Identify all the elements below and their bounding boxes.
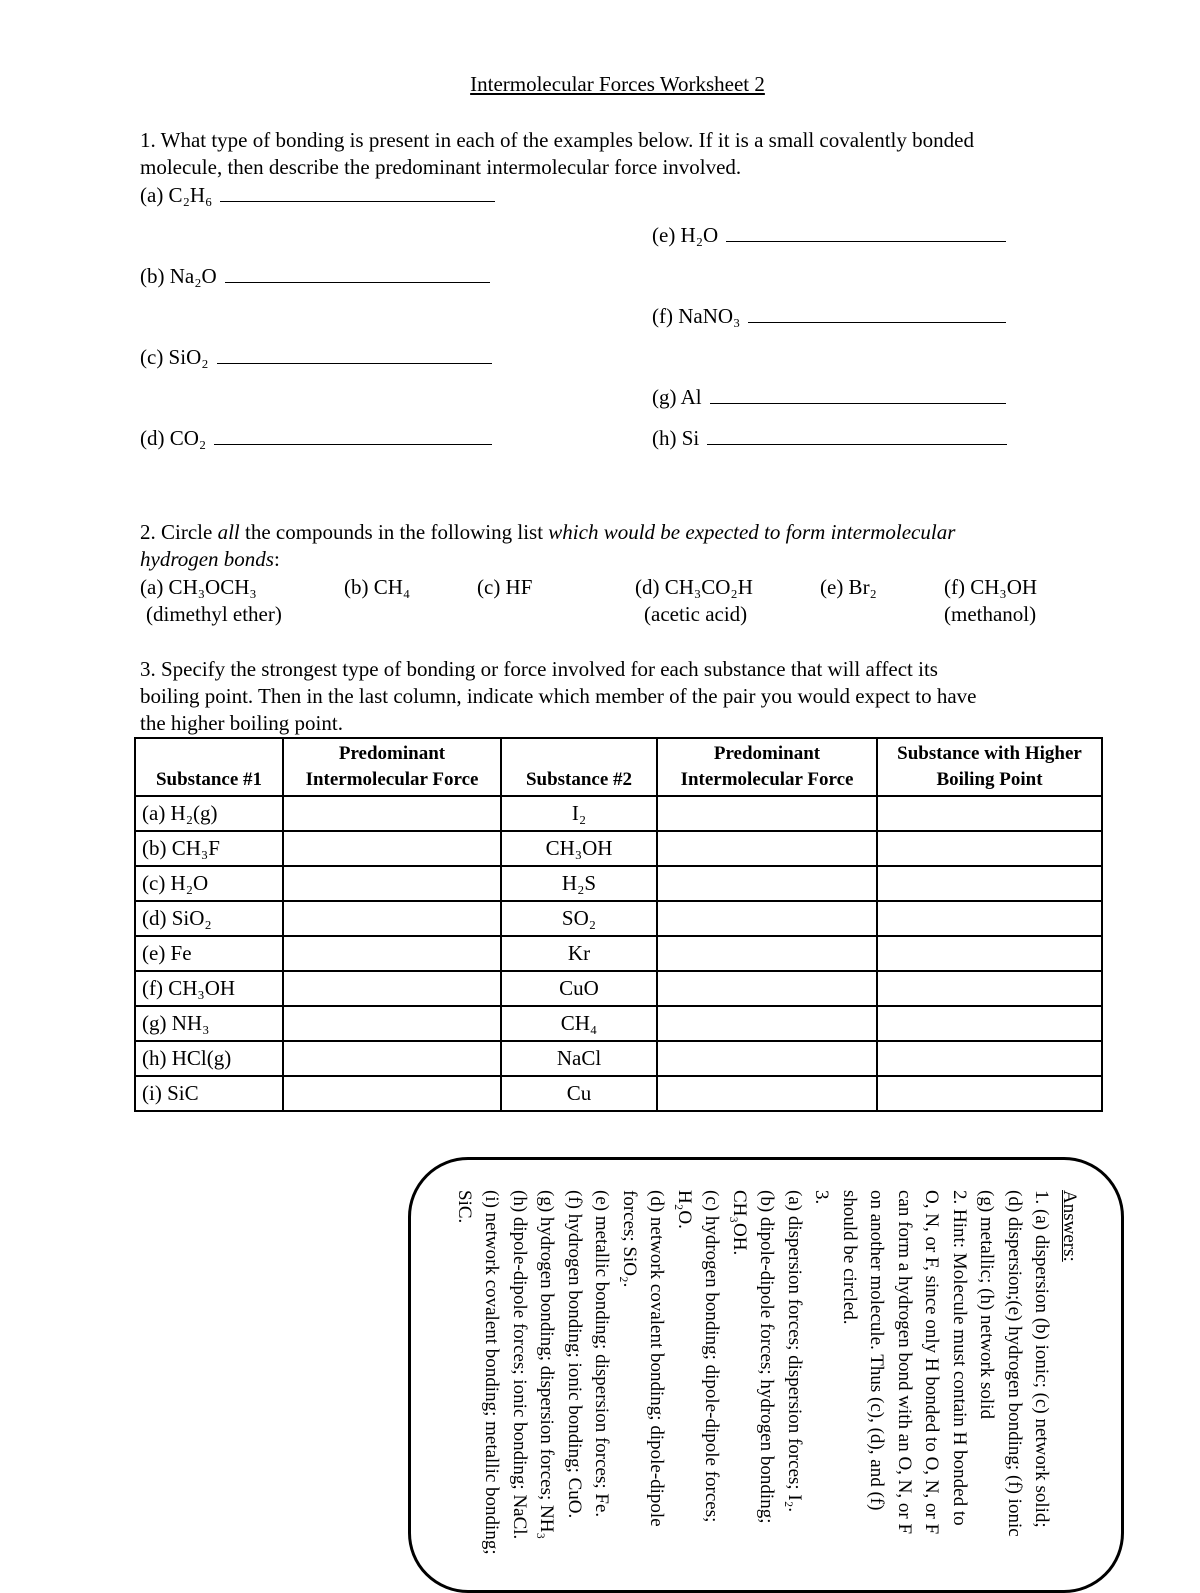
table-row: [135, 1041, 1102, 1076]
answer-line: (f) hydrogen bonding; ionic bonding; CuO.: [564, 1190, 585, 1519]
q1-item-h-label: (h) Si: [652, 426, 700, 450]
higher-bp-cell[interactable]: [877, 971, 1102, 1006]
force-2-cell[interactable]: [657, 901, 877, 936]
q1-item-a-label: (a) C₂H₆: [140, 183, 213, 207]
q1-item-c: [140, 344, 492, 371]
q1-item-a: [140, 182, 495, 209]
substance-2-cell: CH₄: [501, 1006, 657, 1041]
q1-item-f-label: (f) NaNO₃: [652, 304, 741, 328]
substance-1-cell: (g) NH₃: [135, 1006, 283, 1041]
header-higher-bp: Substance with Higher Boiling Point: [877, 738, 1102, 796]
q2-prompt-line-1: [140, 519, 955, 546]
answer-blank-h[interactable]: [707, 444, 1007, 445]
force-2-cell[interactable]: [657, 831, 877, 866]
answer-blank-g[interactable]: [710, 403, 1006, 404]
answer-line: (d) network covalent bonding; dipole-dipole: [646, 1190, 668, 1527]
force-1-cell[interactable]: [283, 901, 501, 936]
q1-item-f: [652, 303, 1006, 330]
higher-bp-cell[interactable]: [877, 866, 1102, 901]
force-1-cell[interactable]: [283, 971, 501, 1006]
force-1-cell[interactable]: [283, 1006, 501, 1041]
force-2-cell[interactable]: [657, 936, 877, 971]
q2-option-f[interactable]: (f) CH₃OH: [944, 575, 1038, 599]
q1-item-h: [652, 425, 1007, 452]
answer-line: on another molecule. Thus (c), (d), and (f): [866, 1190, 888, 1511]
answer-line: (g) metallic; (h) network solid: [976, 1190, 998, 1419]
answer-blank-c[interactable]: [217, 363, 492, 364]
higher-bp-cell[interactable]: [877, 796, 1102, 831]
q3-table: [134, 737, 1103, 1112]
answer-line: 3.: [811, 1190, 833, 1205]
q2-option-b[interactable]: (b) CH₄: [344, 575, 411, 599]
answers-heading: Answers:: [1059, 1190, 1080, 1262]
answer-line: (g) hydrogen bonding; dispersion forces; NH₃: [536, 1190, 558, 1540]
q1-prompt-line-2: molecule, then describe the predominant intermolecular force involved.: [140, 155, 742, 179]
q3-prompt-line-3: the higher boiling point.: [140, 711, 343, 735]
table-row: [135, 866, 1102, 901]
answer-line: H₂O.: [674, 1190, 695, 1229]
q2-option-e[interactable]: (e) Br₂: [820, 575, 877, 599]
higher-bp-cell[interactable]: [877, 1076, 1102, 1111]
answer-line: should be circled.: [839, 1190, 860, 1325]
q2-prompt-part-1: 2. Circle: [140, 520, 218, 544]
higher-bp-cell[interactable]: [877, 1041, 1102, 1076]
table-row: [135, 971, 1102, 1006]
substance-1-cell: (d) SiO₂: [135, 901, 283, 936]
force-1-cell[interactable]: [283, 831, 501, 866]
answer-line: can form a hydrogen bond with an O, N, or F: [894, 1190, 915, 1535]
worksheet-title: Intermolecular Forces Worksheet 2: [470, 72, 765, 96]
table-row: [135, 1076, 1102, 1111]
substance-1-cell: (c) H₂O: [135, 866, 283, 901]
higher-bp-cell[interactable]: [877, 1006, 1102, 1041]
force-2-cell[interactable]: [657, 971, 877, 1006]
answer-line: 2. Hint: Molecule must contain H bonded to: [949, 1190, 970, 1526]
q2-prompt-italic-1: which would be expected to form intermolecular: [548, 520, 956, 544]
answers-text: [451, 1190, 1084, 1560]
answer-line: O, N, or F, since only H bonded to O, N, or F: [921, 1190, 943, 1535]
answer-line: (b) dipole-dipole forces; hydrogen bonding;: [756, 1190, 778, 1524]
q1-prompt-line-1: 1. What type of bonding is present in each of the examples below. If it is a small covalently bonded: [140, 128, 974, 152]
substance-2-cell: NaCl: [501, 1041, 657, 1076]
q2-option-d[interactable]: (d) CH₃CO₂H: [635, 575, 753, 599]
force-2-cell[interactable]: [657, 1076, 877, 1111]
answer-line: (i) network covalent bonding; metallic bonding;: [481, 1190, 503, 1555]
q2-prompt-line-2: [140, 546, 280, 573]
answer-blank-a[interactable]: [220, 201, 495, 202]
q2-option-a[interactable]: (a) CH₃OCH₃: [140, 575, 257, 599]
substance-2-cell: CuO: [501, 971, 657, 1006]
answer-blank-d[interactable]: [214, 444, 492, 445]
q2-option-d-name: (acetic acid): [644, 602, 748, 626]
q1-item-g: [652, 384, 1006, 411]
q2-prompt-colon: :: [273, 547, 280, 571]
answer-line: 1. (a) dispersion (b) ionic; (c) network solid;: [1031, 1190, 1053, 1528]
answer-line: (d) dispersion;(e) hydrogen bonding; (f) ionic: [1004, 1190, 1025, 1537]
q2-prompt-italic-2: hydrogen bonds: [140, 547, 274, 571]
q1-item-d-label: (d) CO₂: [140, 426, 207, 450]
force-1-cell[interactable]: [283, 936, 501, 971]
q2-prompt-part-2: the compounds in the following list: [239, 520, 549, 544]
q2-option-a-name: (dimethyl ether): [146, 602, 282, 626]
force-2-cell[interactable]: [657, 796, 877, 831]
substance-2-cell: SO₂: [501, 901, 657, 936]
force-1-cell[interactable]: [283, 1076, 501, 1111]
q3-table-header-row: [135, 738, 1102, 796]
answer-blank-f[interactable]: [748, 322, 1006, 323]
force-1-cell[interactable]: [283, 866, 501, 901]
answer-blank-b[interactable]: [225, 282, 490, 283]
table-row: [135, 1006, 1102, 1041]
answer-line: (h) dipole-dipole forces; ionic bonding; NaCl.: [509, 1190, 530, 1540]
substance-2-cell: Kr: [501, 936, 657, 971]
higher-bp-cell[interactable]: [877, 901, 1102, 936]
substance-1-cell: (e) Fe: [135, 936, 283, 971]
q3-prompt-line-1: 3. Specify the strongest type of bonding or force involved for each substance that will affect its: [140, 657, 938, 681]
higher-bp-cell[interactable]: [877, 936, 1102, 971]
table-row: [135, 901, 1102, 936]
table-row: [135, 936, 1102, 971]
substance-1-cell: (i) SiC: [135, 1076, 283, 1111]
substance-2-cell: CH₃OH: [501, 831, 657, 866]
answer-line: CH₃OH.: [729, 1190, 750, 1256]
q1-item-g-label: (g) Al: [652, 385, 702, 409]
force-2-cell[interactable]: [657, 866, 877, 901]
answer-line: (a) dispersion forces; dispersion forces; I₂.: [784, 1190, 805, 1513]
substance-1-cell: (f) CH₃OH: [135, 971, 283, 1006]
answer-line: (c) hydrogen bonding; dipole-dipole forces;: [701, 1190, 723, 1523]
q2-prompt-all: all: [217, 520, 240, 544]
answer-blank-e[interactable]: [726, 241, 1006, 242]
q2-option-f-name: (methanol): [944, 602, 1037, 626]
header-force-1: Predominant Intermolecular Force: [283, 738, 501, 796]
q3-prompt-line-2: boiling point. Then in the last column, indicate which member of the pair you would expect to have: [140, 684, 977, 708]
substance-2-cell: Cu: [501, 1076, 657, 1111]
table-row: [135, 831, 1102, 866]
table-row: [135, 796, 1102, 831]
header-substance-2: Substance #2: [501, 738, 657, 796]
substance-1-cell: (h) HCl(g): [135, 1041, 283, 1076]
force-1-cell[interactable]: [283, 1041, 501, 1076]
q1-item-c-label: (c) SiO₂: [140, 345, 209, 369]
header-force-2: Predominant Intermolecular Force: [657, 738, 877, 796]
force-1-cell[interactable]: [283, 796, 501, 831]
header-substance-1: Substance #1: [135, 738, 283, 796]
q1-item-e: [652, 222, 1006, 249]
q2-option-c[interactable]: (c) HF: [477, 575, 533, 599]
substance-1-cell: (b) CH₃F: [135, 831, 283, 866]
q1-item-b-label: (b) Na₂O: [140, 264, 217, 288]
answer-line: forces; SiO₂.: [619, 1190, 640, 1288]
substance-2-cell: H₂S: [501, 866, 657, 901]
force-2-cell[interactable]: [657, 1041, 877, 1076]
force-2-cell[interactable]: [657, 1006, 877, 1041]
answer-line: (e) metallic bonding; dispersion forces; Fe.: [591, 1190, 613, 1518]
substance-2-cell: I₂: [501, 796, 657, 831]
q1-item-e-label: (e) H₂O: [652, 223, 719, 247]
substance-1-cell: (a) H₂(g): [135, 796, 283, 831]
answer-line: SiC.: [454, 1190, 475, 1224]
higher-bp-cell[interactable]: [877, 831, 1102, 866]
q1-item-b: [140, 263, 490, 290]
q1-item-d: [140, 425, 492, 452]
